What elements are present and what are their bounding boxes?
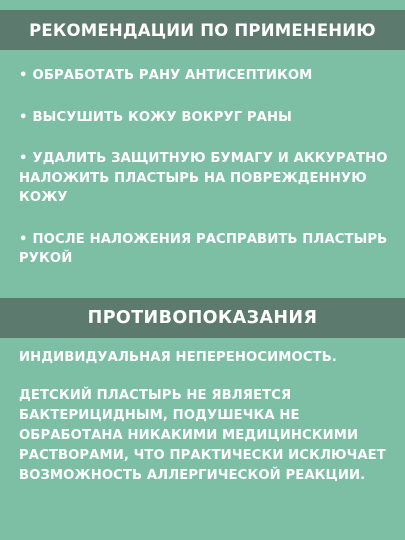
recommendations-header: РЕКОМЕНДАЦИИ ПО ПРИМЕНЕНИЮ — [0, 10, 405, 50]
recommendation-text: ВЫСУШИТЬ КОЖУ ВОКРУГ РАНЫ — [32, 109, 292, 125]
recommendation-text: ПОСЛЕ НАЛОЖЕНИЯ РАСПРАВИТЬ ПЛАСТЫРЬ РУКОЙ — [19, 231, 388, 266]
bullet-icon: • — [19, 109, 28, 125]
contraindications-body — [19, 348, 394, 504]
recommendation-text: ОБРАБОТАТЬ РАНУ АНТИСЕПТИКОМ — [32, 68, 313, 83]
contraindications-header: ПРОТИВОПОКАЗАНИЯ — [0, 298, 405, 338]
list-item — [19, 149, 389, 208]
bullet-icon: • — [19, 231, 28, 247]
recommendations-list — [19, 66, 389, 291]
contraindication-paragraph: ИНДИВИДУАЛЬНАЯ НЕПЕРЕНОСИМОСТЬ. — [19, 350, 337, 365]
contraindication-paragraph: ДЕТСКИЙ ПЛАСТЫРЬ НЕ ЯВЛЯЕТСЯ БАКТЕРИЦИДНЫМ, ПОДУШЕЧКА НЕ ОБРАБОТАНА НИКАКИМИ МЕДИЦИНСКИМИ РАСТВОРАМИ, ЧТО ПРАКТИЧЕСКИ ИСКЛЮЧАЕТ ВОЗМОЖНОСТЬ АЛЛЕРГИЧЕСКОЙ РЕАКЦИИ. — [19, 388, 386, 483]
bullet-icon: • — [19, 68, 28, 83]
list-item — [19, 66, 389, 86]
list-item — [19, 230, 389, 269]
bullet-icon: • — [19, 151, 28, 166]
list-item — [19, 108, 389, 128]
recommendation-text: УДАЛИТЬ ЗАЩИТНУЮ БУМАГУ И АККУРАТНО НАЛОЖИТЬ ПЛАСТЫРЬ НА ПОВРЕЖДЕННУЮ КОЖУ — [19, 151, 388, 205]
